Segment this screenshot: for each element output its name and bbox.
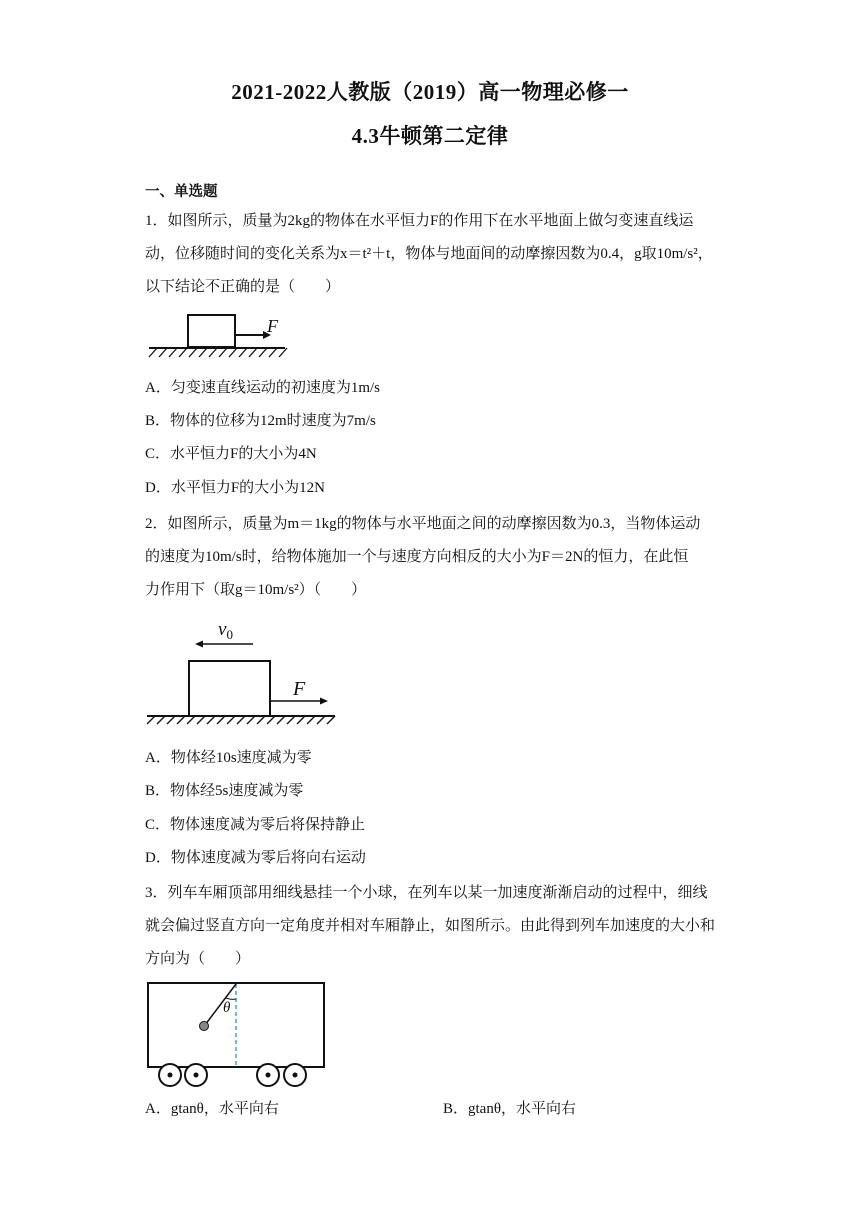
question-1-figure xyxy=(145,310,290,360)
question-2-option-d[interactable]: D．物体速度减为零后将向右运动 xyxy=(145,850,366,866)
question-1-line-2: 动，位移随时间的变化关系为x＝t²＋t，物体与地面间的动摩擦因数为0.4，g取10m/s²， xyxy=(145,246,713,262)
question-3-option-b[interactable]: B．gtanθ，水平向右 xyxy=(443,1101,577,1117)
question-3-line-1: 3．列车车厢顶部用细线悬挂一个小球，在列车以某一加速度渐渐启动的过程中，细线 xyxy=(145,885,708,901)
question-2-line-3: 力作用下（取g＝10m/s²）（ ） xyxy=(145,582,367,598)
question-1-option-c[interactable]: C．水平恒力F的大小为4N xyxy=(145,446,317,462)
document-title: 2021-2022人教版（2019）高一物理必修一 xyxy=(231,80,629,104)
question-1-option-b[interactable]: B．物体的位移为12m时速度为7m/s xyxy=(145,413,376,429)
question-2 xyxy=(145,508,720,607)
angle-label: θ xyxy=(223,1000,231,1016)
question-3 xyxy=(145,877,720,976)
question-2-option-b[interactable]: B．物体经5s速度减为零 xyxy=(145,783,304,799)
question-2-line-2: 的速度为10m/s时，给物体施加一个与速度方向相反的大小为F＝2N的恒力，在此恒 xyxy=(145,549,689,565)
section-heading: 一、单选题 xyxy=(145,184,218,200)
question-2-option-c[interactable]: C．物体速度减为零后将保持静止 xyxy=(145,817,366,833)
question-2-figure xyxy=(145,615,340,725)
velocity-subscript: 0 xyxy=(226,627,233,642)
question-1-option-d[interactable]: D．水平恒力F的大小为12N xyxy=(145,480,326,496)
question-2-option-a[interactable]: A．物体经10s速度减为零 xyxy=(145,750,312,766)
question-3-line-3: 方向为（ ） xyxy=(145,951,251,967)
question-1-line-3: 以下结论不正确的是（ ） xyxy=(145,279,341,295)
document-subtitle: 4.3牛顿第二定律 xyxy=(351,124,509,148)
force-label: F xyxy=(267,316,278,336)
question-2-line-1: 2．如图所示，质量为m＝1kg的物体与水平地面之间的动摩擦因数为0.3，当物体运动 xyxy=(145,516,701,532)
question-3-option-a[interactable]: A．gtanθ，水平向右 xyxy=(145,1101,279,1117)
svg-text:v0 xyxy=(218,619,233,642)
force-label: F xyxy=(293,678,306,700)
velocity-label: v xyxy=(218,619,227,640)
question-3-figure xyxy=(145,980,330,1090)
question-1-option-a[interactable]: A．匀变速直线运动的初速度为1m/s xyxy=(145,380,381,396)
question-1 xyxy=(145,205,720,304)
question-3-line-2: 就会偏过竖直方向一定角度并相对车厢静止，如图所示。由此得到列车加速度的大小和 xyxy=(145,918,716,934)
question-1-line-1: 1．如图所示，质量为2kg的物体在水平恒力F的作用下在水平地面上做匀变速直线运 xyxy=(145,213,694,229)
